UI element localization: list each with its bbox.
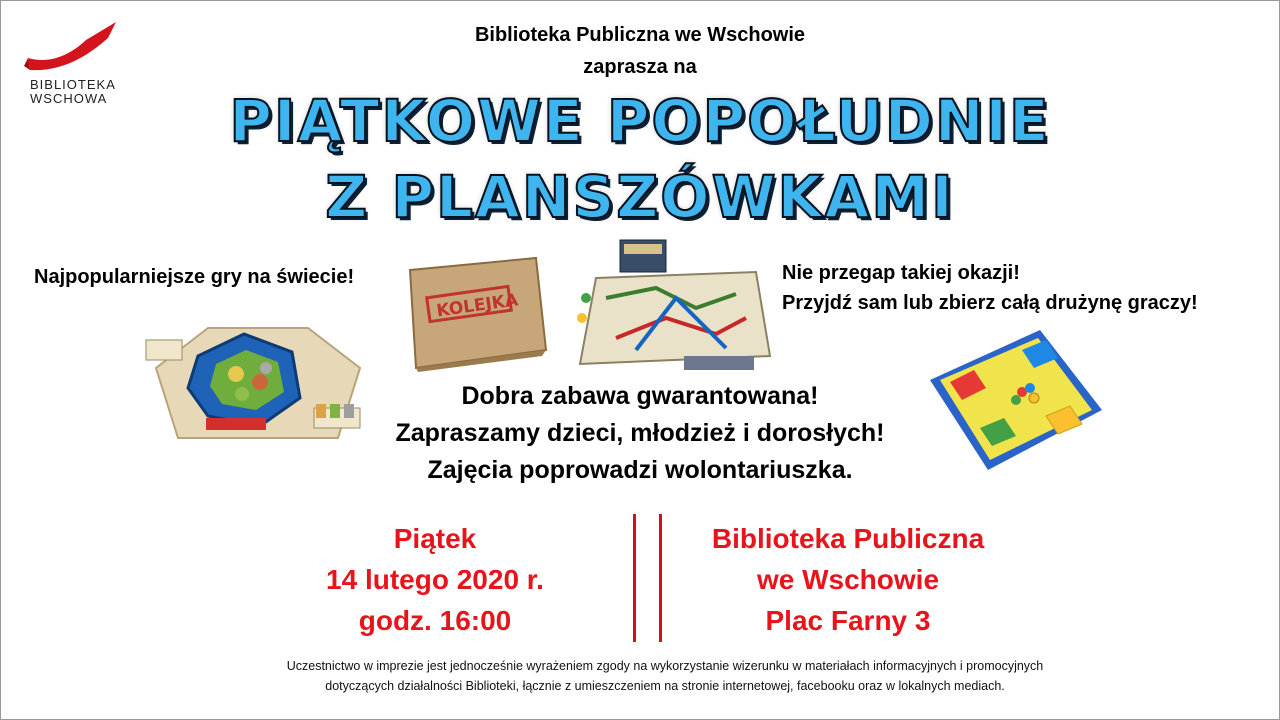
- event-date-block: [268, 518, 602, 641]
- right-tagline-line-2: Przyjdź sam lub zbierz całą drużynę graczy!: [782, 292, 1198, 314]
- footer-line-2: dotyczących działalności Biblioteki, łącznie z umieszczeniem na stronie internetowej, facebooku oraz w lokalnych mediach.: [325, 679, 1005, 693]
- right-tagline-line-1: Nie przegap takiej okazji!: [782, 262, 1020, 284]
- location-line-1: Biblioteka Publiczna: [711, 523, 985, 554]
- footer-line-1: Uczestnictwo w imprezie jest jednocześnie wyrażeniem zgody na wykorzystanie wizerunku w materiałach informacyjnych i promocyjnych: [286, 659, 1044, 673]
- divider-right: [659, 514, 662, 642]
- center-message: [300, 378, 980, 489]
- right-tagline: [782, 258, 1262, 318]
- location-line-2: we Wschowie: [756, 564, 940, 595]
- kolejka-box-label: KOLEJKA: [435, 290, 520, 322]
- event-day: Piątek: [393, 523, 477, 554]
- header-line-2: zaprasza na: [583, 56, 697, 78]
- red-ribbon-icon: [24, 18, 124, 78]
- center-message-line-3: Zajęcia poprowadzi wolontariuszka.: [427, 456, 853, 484]
- logo-line-1: BIBLIOTEKA: [30, 77, 116, 92]
- event-location-block: [686, 518, 1010, 641]
- center-message-line-1: Dobra zabawa gwarantowana!: [461, 382, 819, 410]
- divider-left: [633, 514, 636, 642]
- left-tagline: Najpopularniejsze gry na świecie!: [34, 266, 355, 288]
- event-title-line-2: Z PLANSZÓWKAMI: [325, 163, 955, 231]
- railway-board-game-image: [566, 238, 774, 376]
- event-date: 14 lutego 2020 r.: [326, 564, 544, 595]
- kolejka-box-image: [396, 252, 548, 372]
- logo-line-2: WSCHOWA: [30, 91, 108, 106]
- location-line-3: Plac Farny 3: [765, 605, 931, 636]
- consent-footer: [160, 656, 1170, 696]
- event-title-line-1: PIĄTKOWE POPOŁUDNIE: [229, 87, 1051, 155]
- event-time: godz. 16:00: [358, 605, 512, 636]
- header-line-1: Biblioteka Publiczna we Wschowie: [474, 24, 806, 46]
- center-message-line-2: Zapraszamy dzieci, młodzież i dorosłych!: [395, 419, 885, 447]
